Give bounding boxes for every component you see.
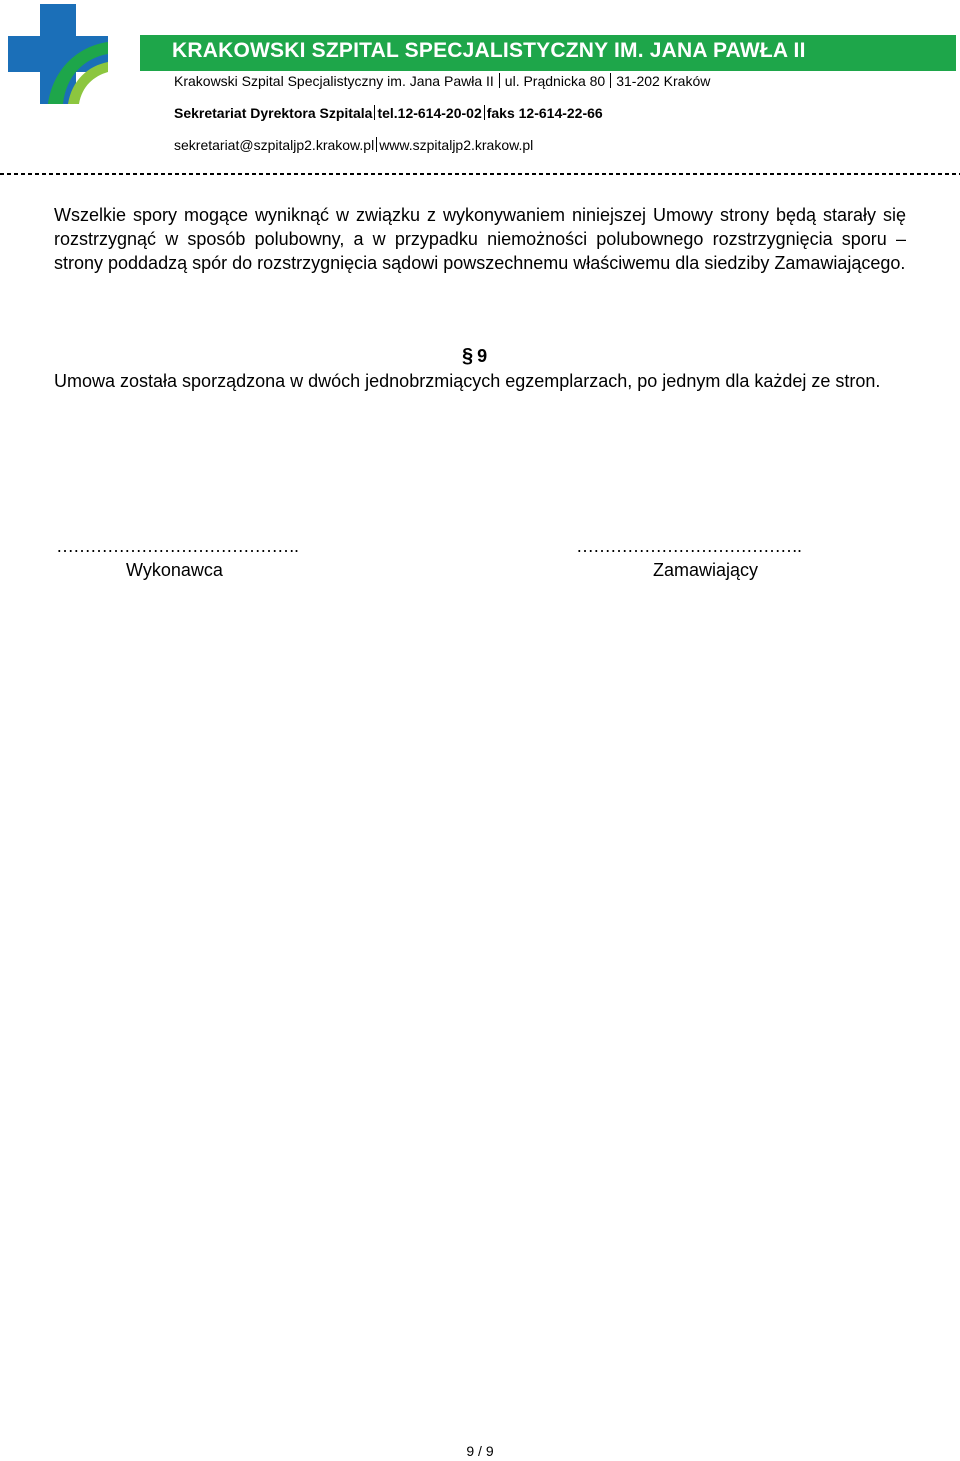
web-line <box>174 137 533 153</box>
section-symbol: § <box>462 345 474 367</box>
address-street: ul. Prądnicka 80 <box>504 73 606 89</box>
page-number: 9 / 9 <box>466 1443 494 1459</box>
paragraph-copies: Umowa została sporządzona w dwóch jednobrzmiących egzemplarzach, po jednym dla każdej ze stron. <box>54 371 881 391</box>
divider <box>499 73 500 88</box>
website-link[interactable]: www.szpitaljp2.krakow.pl <box>379 137 534 153</box>
divider <box>374 105 375 120</box>
email-link[interactable]: sekretariat@szpitaljp2.krakow.pl <box>174 137 375 153</box>
signature-line-client: …………………………………. <box>576 536 802 556</box>
section-number: 9 <box>477 346 488 366</box>
divider <box>484 105 485 120</box>
paragraph-disputes: Wszelkie spory mogące wyniknąć w związku z wykonywaniem niniejszej Umowy strony będą starały się rozstrzygnąć w sposób polubowny, a w przypadku niemożności polubownego rozstrzygnięcia sporu – strony poddadzą spór do rozstrzygnięcia sądowi powszechnemu właściwemu dla siedziby Zamawiającego. <box>54 205 906 273</box>
divider <box>376 137 377 152</box>
secretariat-label: Sekretariat Dyrektora Szpitala <box>174 105 373 121</box>
phone-number: tel.12-614-20-02 <box>377 105 482 121</box>
signature-label-contractor: Wykonawca <box>126 560 223 580</box>
signature-label-client: Zamawiający <box>653 560 759 580</box>
hospital-cross-logo <box>8 4 108 104</box>
fax-number: faks 12-614-22-66 <box>486 105 603 121</box>
address-city: 31-202 Kraków <box>616 73 711 89</box>
header-banner <box>140 35 956 71</box>
dashed-separator <box>0 173 960 175</box>
section-heading <box>462 345 487 368</box>
hospital-name-title: KRAKOWSKI SZPITAL SPECJALISTYCZNY IM. JANA PAWŁA II <box>172 39 806 62</box>
divider <box>610 73 611 88</box>
address-name: Krakowski Szpital Specjalistyczny im. Jana Pawła II <box>174 73 494 89</box>
signature-line-contractor: ……………………………………. <box>56 536 299 556</box>
address-line <box>174 73 710 89</box>
contact-line <box>174 105 603 121</box>
